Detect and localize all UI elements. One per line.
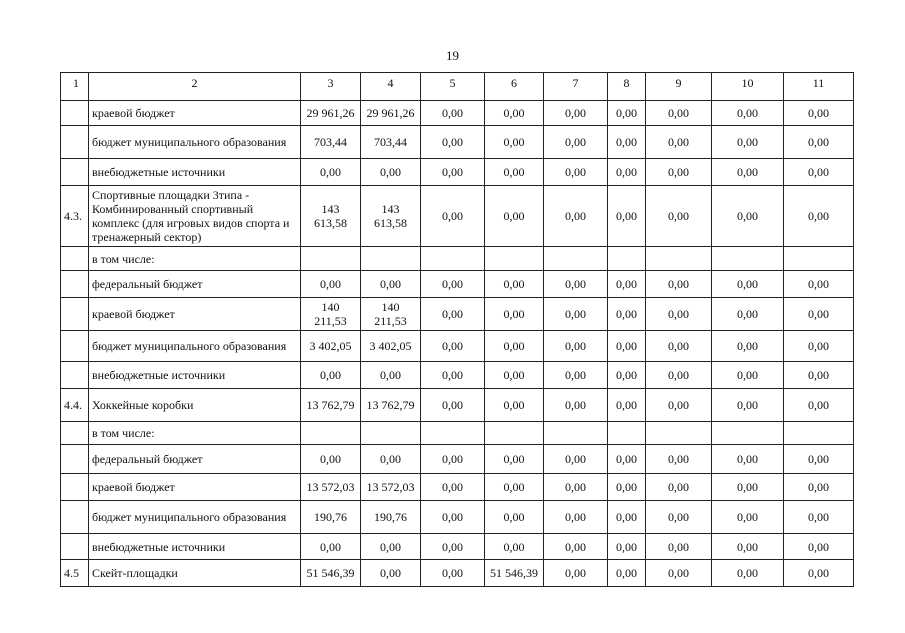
value-cell: 0,00: [784, 389, 854, 422]
value-cell: [544, 247, 608, 271]
value-cell: 0,00: [646, 331, 712, 362]
value-cell: [712, 247, 784, 271]
value-cell: [646, 422, 712, 445]
value-cell: 29 961,26: [361, 101, 421, 126]
value-cell: 13 572,03: [301, 474, 361, 501]
value-cell: 0,00: [485, 534, 544, 560]
table-row: [61, 389, 854, 422]
table-row: [61, 126, 854, 159]
value-cell: 190,76: [361, 501, 421, 534]
value-cell: 0,00: [544, 560, 608, 587]
value-cell: [544, 422, 608, 445]
value-cell: 0,00: [712, 331, 784, 362]
value-cell: 143 613,58: [361, 186, 421, 247]
header-cell: 7: [544, 73, 608, 101]
value-cell: 0,00: [646, 474, 712, 501]
value-cell: 0,00: [646, 534, 712, 560]
value-cell: 0,00: [784, 445, 854, 474]
value-cell: 3 402,05: [301, 331, 361, 362]
value-cell: [712, 422, 784, 445]
value-cell: 0,00: [784, 362, 854, 389]
value-cell: 0,00: [608, 474, 646, 501]
row-label: Хоккейные коробки: [89, 389, 301, 422]
value-cell: 0,00: [608, 389, 646, 422]
table-row: [61, 298, 854, 331]
value-cell: 0,00: [421, 362, 485, 389]
value-cell: 0,00: [421, 159, 485, 186]
value-cell: 29 961,26: [301, 101, 361, 126]
value-cell: [361, 247, 421, 271]
row-label: Спортивные площадки 3типа - Комбинированный спортивный комплекс (для игровых видов спорта и тренажерный сектор): [89, 186, 301, 247]
value-cell: 0,00: [608, 560, 646, 587]
value-cell: 0,00: [544, 271, 608, 298]
row-label: внебюджетные источники: [89, 362, 301, 389]
row-number: [61, 445, 89, 474]
value-cell: 0,00: [301, 159, 361, 186]
budget-table: [60, 72, 854, 587]
value-cell: 0,00: [784, 474, 854, 501]
row-number: [61, 422, 89, 445]
value-cell: 0,00: [712, 501, 784, 534]
value-cell: 0,00: [544, 331, 608, 362]
row-label: федеральный бюджет: [89, 445, 301, 474]
value-cell: [485, 247, 544, 271]
value-cell: 703,44: [301, 126, 361, 159]
value-cell: 0,00: [544, 126, 608, 159]
value-cell: [608, 422, 646, 445]
value-cell: 0,00: [646, 298, 712, 331]
value-cell: 0,00: [646, 501, 712, 534]
value-cell: 13 762,79: [301, 389, 361, 422]
value-cell: [646, 247, 712, 271]
value-cell: 0,00: [361, 159, 421, 186]
row-label: внебюджетные источники: [89, 534, 301, 560]
value-cell: 0,00: [646, 101, 712, 126]
row-label: бюджет муниципального образования: [89, 126, 301, 159]
header-cell: 1: [61, 73, 89, 101]
table-row: [61, 534, 854, 560]
table-row: [61, 362, 854, 389]
value-cell: 0,00: [544, 501, 608, 534]
value-cell: 0,00: [608, 445, 646, 474]
value-cell: 0,00: [544, 186, 608, 247]
value-cell: 0,00: [712, 101, 784, 126]
value-cell: 13 762,79: [361, 389, 421, 422]
table-row: [61, 422, 854, 445]
value-cell: 0,00: [544, 445, 608, 474]
value-cell: 0,00: [608, 126, 646, 159]
value-cell: 0,00: [421, 501, 485, 534]
value-cell: 0,00: [421, 445, 485, 474]
value-cell: 0,00: [646, 560, 712, 587]
row-label: бюджет муниципального образования: [89, 501, 301, 534]
row-label: краевой бюджет: [89, 101, 301, 126]
row-number: [61, 126, 89, 159]
table-row: [61, 445, 854, 474]
table-row: [61, 101, 854, 126]
value-cell: 0,00: [301, 271, 361, 298]
value-cell: 143 613,58: [301, 186, 361, 247]
value-cell: [784, 247, 854, 271]
value-cell: 0,00: [485, 186, 544, 247]
value-cell: 140 211,53: [361, 298, 421, 331]
value-cell: 0,00: [646, 159, 712, 186]
row-label: внебюджетные источники: [89, 159, 301, 186]
value-cell: 0,00: [485, 101, 544, 126]
value-cell: 0,00: [361, 534, 421, 560]
value-cell: 0,00: [544, 298, 608, 331]
table-row: [61, 501, 854, 534]
value-cell: 0,00: [544, 474, 608, 501]
value-cell: 0,00: [301, 534, 361, 560]
row-label: краевой бюджет: [89, 474, 301, 501]
value-cell: [421, 247, 485, 271]
value-cell: 0,00: [646, 389, 712, 422]
value-cell: 0,00: [485, 271, 544, 298]
value-cell: 0,00: [784, 534, 854, 560]
value-cell: 0,00: [421, 560, 485, 587]
row-number: 4.4.: [61, 389, 89, 422]
value-cell: 0,00: [361, 445, 421, 474]
value-cell: [361, 422, 421, 445]
value-cell: 0,00: [608, 362, 646, 389]
header-cell: 5: [421, 73, 485, 101]
value-cell: 0,00: [712, 298, 784, 331]
value-cell: 0,00: [485, 445, 544, 474]
value-cell: 140 211,53: [301, 298, 361, 331]
value-cell: 0,00: [544, 389, 608, 422]
value-cell: 0,00: [608, 298, 646, 331]
row-number: [61, 101, 89, 126]
table-row: [61, 331, 854, 362]
table-row: [61, 247, 854, 271]
value-cell: 0,00: [485, 389, 544, 422]
row-number: [61, 362, 89, 389]
value-cell: 0,00: [421, 126, 485, 159]
table-row: [61, 159, 854, 186]
value-cell: 0,00: [421, 534, 485, 560]
value-cell: 0,00: [712, 126, 784, 159]
value-cell: 0,00: [608, 534, 646, 560]
table-row: [61, 186, 854, 247]
value-cell: 0,00: [421, 186, 485, 247]
value-cell: 0,00: [784, 159, 854, 186]
value-cell: 0,00: [712, 560, 784, 587]
header-cell: 6: [485, 73, 544, 101]
row-number: [61, 474, 89, 501]
row-label: федеральный бюджет: [89, 271, 301, 298]
header-cell: 8: [608, 73, 646, 101]
value-cell: 0,00: [485, 474, 544, 501]
row-number: [61, 271, 89, 298]
header-cell: 11: [784, 73, 854, 101]
table-row: [61, 474, 854, 501]
value-cell: 0,00: [544, 362, 608, 389]
value-cell: 0,00: [608, 501, 646, 534]
row-label: в том числе:: [89, 422, 301, 445]
value-cell: 0,00: [712, 159, 784, 186]
value-cell: 0,00: [361, 362, 421, 389]
value-cell: 0,00: [485, 298, 544, 331]
row-number: [61, 247, 89, 271]
table-row: [61, 560, 854, 587]
value-cell: 0,00: [784, 271, 854, 298]
value-cell: 0,00: [646, 445, 712, 474]
row-label: в том числе:: [89, 247, 301, 271]
value-cell: 0,00: [712, 445, 784, 474]
value-cell: 0,00: [421, 101, 485, 126]
value-cell: 0,00: [485, 159, 544, 186]
value-cell: 0,00: [712, 362, 784, 389]
value-cell: 190,76: [301, 501, 361, 534]
value-cell: 0,00: [608, 159, 646, 186]
value-cell: 0,00: [784, 101, 854, 126]
table-row: [61, 271, 854, 298]
value-cell: 0,00: [712, 271, 784, 298]
value-cell: 0,00: [485, 362, 544, 389]
value-cell: 0,00: [646, 362, 712, 389]
value-cell: 51 546,39: [485, 560, 544, 587]
value-cell: 0,00: [784, 126, 854, 159]
header-cell: 10: [712, 73, 784, 101]
value-cell: 0,00: [608, 331, 646, 362]
value-cell: 0,00: [712, 186, 784, 247]
value-cell: 0,00: [544, 534, 608, 560]
value-cell: 0,00: [361, 560, 421, 587]
value-cell: 0,00: [544, 101, 608, 126]
value-cell: 0,00: [301, 445, 361, 474]
page-number: 19: [446, 48, 459, 63]
value-cell: 0,00: [544, 159, 608, 186]
value-cell: 0,00: [361, 271, 421, 298]
value-cell: 0,00: [784, 331, 854, 362]
row-number: 4.5: [61, 560, 89, 587]
value-cell: 0,00: [485, 126, 544, 159]
row-number: [61, 501, 89, 534]
value-cell: 0,00: [421, 331, 485, 362]
row-label: Скейт-площадки: [89, 560, 301, 587]
value-cell: 0,00: [712, 389, 784, 422]
value-cell: 0,00: [784, 186, 854, 247]
budget-table-body: [61, 73, 854, 587]
value-cell: [301, 247, 361, 271]
value-cell: [485, 422, 544, 445]
value-cell: 13 572,03: [361, 474, 421, 501]
header-cell: 9: [646, 73, 712, 101]
value-cell: 703,44: [361, 126, 421, 159]
value-cell: 0,00: [646, 186, 712, 247]
header-cell: 4: [361, 73, 421, 101]
value-cell: 0,00: [646, 126, 712, 159]
row-label: бюджет муниципального образования: [89, 331, 301, 362]
value-cell: 0,00: [421, 298, 485, 331]
value-cell: [421, 422, 485, 445]
value-cell: [608, 247, 646, 271]
value-cell: 0,00: [485, 331, 544, 362]
value-cell: [301, 422, 361, 445]
header-row: [61, 73, 854, 101]
header-cell: 2: [89, 73, 301, 101]
row-number: [61, 159, 89, 186]
value-cell: 0,00: [421, 271, 485, 298]
value-cell: 0,00: [712, 534, 784, 560]
value-cell: 0,00: [784, 501, 854, 534]
row-number: [61, 298, 89, 331]
value-cell: 0,00: [485, 501, 544, 534]
value-cell: 0,00: [421, 389, 485, 422]
value-cell: 0,00: [608, 271, 646, 298]
row-number: 4.3.: [61, 186, 89, 247]
row-label: краевой бюджет: [89, 298, 301, 331]
header-cell: 3: [301, 73, 361, 101]
value-cell: 51 546,39: [301, 560, 361, 587]
value-cell: 0,00: [784, 298, 854, 331]
value-cell: 0,00: [784, 560, 854, 587]
value-cell: 0,00: [712, 474, 784, 501]
value-cell: 3 402,05: [361, 331, 421, 362]
value-cell: [784, 422, 854, 445]
value-cell: 0,00: [608, 101, 646, 126]
row-number: [61, 331, 89, 362]
value-cell: 0,00: [301, 362, 361, 389]
value-cell: 0,00: [646, 271, 712, 298]
row-number: [61, 534, 89, 560]
value-cell: 0,00: [421, 474, 485, 501]
value-cell: 0,00: [608, 186, 646, 247]
